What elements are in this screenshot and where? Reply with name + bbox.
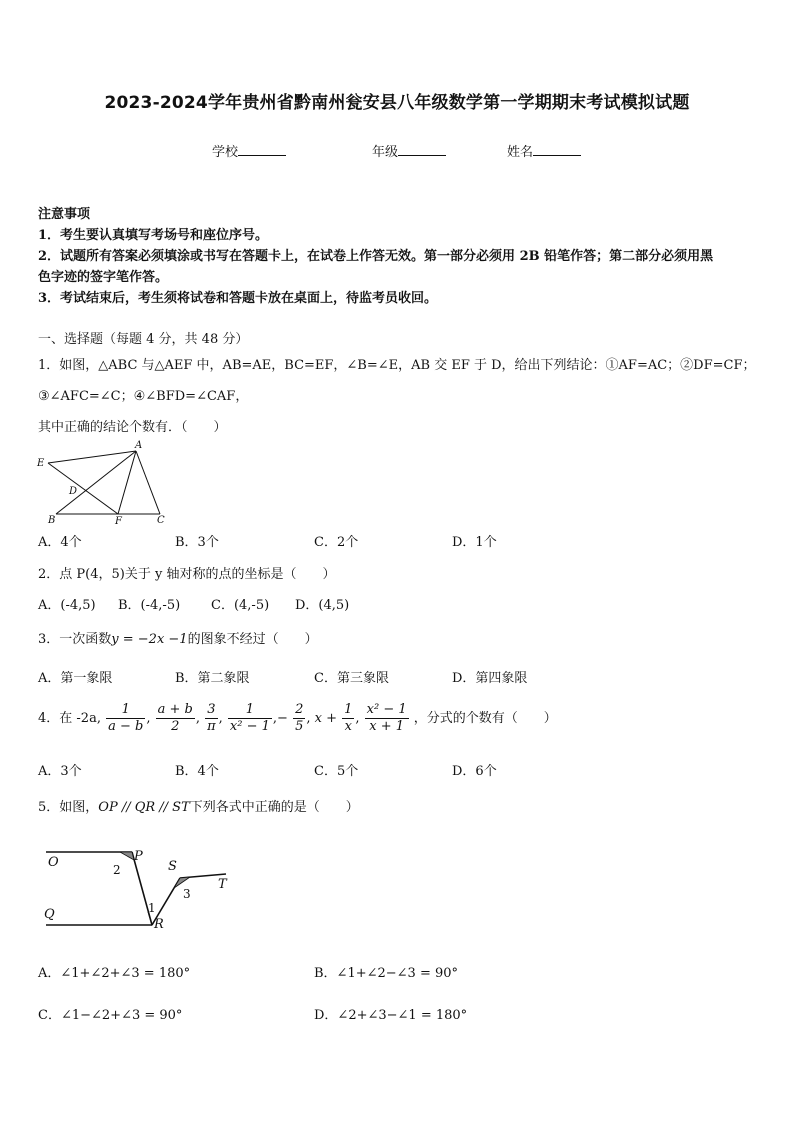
q1-option-d[interactable]: D．1个: [452, 535, 497, 550]
grade-label: 年级: [372, 145, 399, 160]
q3-option-b[interactable]: B．第二象限: [175, 671, 250, 686]
label-B: B: [48, 515, 56, 526]
minus-sign: −: [277, 711, 288, 726]
school-label: 学校: [212, 145, 239, 160]
numerator: 1: [344, 702, 353, 717]
denominator: x: [342, 718, 354, 735]
q3-prefix: 3．一次函数: [38, 632, 112, 647]
q1-option-c[interactable]: C．2个: [314, 535, 359, 550]
label-D: D: [69, 486, 78, 497]
q2-stem: 2．点 P(4，5)关于 y 轴对称的点的坐标是（ ）: [38, 567, 336, 582]
q5-parallel-lines-figure: [40, 842, 240, 934]
q5-option-b[interactable]: B．∠1+∠2−∠3 = 90°: [314, 966, 459, 981]
fraction: [342, 702, 354, 735]
q2-option-d[interactable]: D．(4,5): [295, 598, 350, 613]
angle-label-1: 1: [148, 901, 156, 915]
q5-formula: OP // QR // ST: [98, 800, 190, 815]
name-field: [507, 141, 581, 160]
q5-option-c[interactable]: C．∠1−∠2+∠3 = 90°: [38, 1008, 183, 1023]
label-F: F: [115, 516, 122, 526]
label-T: T: [218, 877, 227, 892]
label-P: P: [134, 849, 143, 864]
q4-option-d[interactable]: D．6个: [452, 764, 497, 779]
label-S: S: [168, 859, 177, 874]
label-E: E: [37, 458, 45, 469]
name-blank[interactable]: [533, 143, 581, 156]
q4-stem: 4．在 -2a, $\frac{1}{a - b}$ , $\frac{a + b}{2}$ , $\frac{3}{\pi}$ , $\frac{1}{\text{x² − 1}}$ ,− $\frac{2}{5}$ , x + $\frac{1}{x}$ , $\frac{\text{x² − 1}}{x + 1}$ ，分式的个数有（ ）: [38, 702, 557, 734]
q4-prefix: 4．在 -2a,: [38, 711, 101, 726]
q3-stem: [38, 628, 318, 647]
numerator: 3: [207, 702, 216, 717]
q5-suffix: 下列各式中正确的是（ ）: [189, 800, 359, 815]
label-O: O: [48, 855, 59, 870]
school-field: [212, 141, 286, 160]
fraction: [205, 702, 218, 735]
q2-option-c[interactable]: C．(4,-5): [211, 598, 270, 613]
numerator: a + b: [157, 702, 193, 717]
grade-blank[interactable]: [398, 143, 446, 156]
fraction: [106, 702, 145, 735]
segment-AC: [136, 451, 160, 514]
q3-option-a[interactable]: A．第一象限: [38, 671, 113, 686]
q1-triangle-figure: [34, 438, 174, 526]
name-label: 姓名: [507, 145, 534, 160]
notes-item: 2．试题所有答案必须填涂或书写在答题卡上，在试卷上作答无效。第一部分必须用 2B 铅笔作答；第二部分必须用黑: [38, 249, 714, 264]
denominator: 5: [295, 719, 304, 734]
label-R: R: [154, 917, 164, 932]
school-blank[interactable]: [238, 143, 286, 156]
denominator: a − b: [108, 719, 144, 734]
page-title: 2023-2024学年贵州省黔南州瓮安县八年级数学第一学期期末考试模拟试题: [104, 93, 690, 113]
denominator: 2: [156, 718, 195, 735]
section-heading: 一、选择题（每题 4 分，共 48 分）: [38, 332, 249, 347]
label-Q: Q: [44, 907, 55, 922]
q5-option-a[interactable]: A．∠1+∠2+∠3 = 180°: [38, 966, 191, 981]
q4-option-c[interactable]: C．5个: [314, 764, 359, 779]
q5-option-d[interactable]: D．∠2+∠3−∠1 = 180°: [314, 1008, 468, 1023]
q2-option-b[interactable]: B．(-4,-5): [118, 598, 181, 613]
fraction: [293, 702, 305, 735]
numerator: 1: [245, 702, 255, 717]
q1-stem-line1: 1．如图，△ABC 与△AEF 中，AB=AE，BC=EF，∠B=∠E，AB 交 EF 于 D，给出下列结论：①AF=AC；②DF=CF；: [38, 358, 756, 373]
label-C: C: [157, 515, 165, 526]
q5-stem: [38, 796, 359, 815]
angle-label-2: 2: [113, 863, 121, 877]
notes-heading: 注意事项: [38, 207, 91, 222]
segment-AF: [118, 451, 136, 514]
q4-option-a[interactable]: A．3个: [38, 764, 82, 779]
numerator: x² − 1: [366, 702, 407, 717]
grade-field: [372, 141, 446, 160]
segment-EF: [48, 463, 118, 514]
q1-option-b[interactable]: B．3个: [175, 535, 219, 550]
fraction: [365, 702, 409, 735]
denominator: π: [207, 719, 216, 734]
q2-option-a[interactable]: A．(-4,5): [38, 598, 96, 613]
q3-option-d[interactable]: D．第四象限: [452, 671, 528, 686]
q3-formula: y = −2x −1: [111, 632, 188, 647]
q3-option-c[interactable]: C．第三象限: [314, 671, 389, 686]
numerator: 2: [295, 702, 304, 717]
q1-option-a[interactable]: A．4个: [38, 535, 82, 550]
numerator: 1: [121, 702, 130, 717]
q3-suffix: 的图象不经过（ ）: [187, 632, 318, 647]
angle2-mark: [120, 852, 134, 860]
denominator: x² − 1: [229, 719, 270, 734]
fraction: [228, 702, 272, 735]
x-plus: x +: [314, 711, 337, 726]
q4-suffix: ，分式的个数有（ ）: [413, 711, 557, 726]
label-A: A: [135, 440, 143, 451]
fraction: [156, 702, 195, 735]
notes-item: 色字迹的签字笔作答。: [38, 270, 169, 285]
q5-prefix: 5．如图，: [38, 800, 99, 815]
notes-item: 1．考生要认真填写考场号和座位序号。: [38, 228, 269, 243]
denominator: x + 1: [365, 718, 409, 735]
angle-label-3: 3: [183, 887, 191, 901]
notes-item: 3．考试结束后，考生须将试卷和答题卡放在桌面上，待监考员收回。: [38, 291, 438, 306]
q1-stem-line3: 其中正确的结论个数有．（ ）: [38, 420, 227, 435]
q4-option-b[interactable]: B．4个: [175, 764, 219, 779]
q1-stem-line2: ③∠AFC=∠C；④∠BFD=∠CAF，: [38, 389, 249, 404]
